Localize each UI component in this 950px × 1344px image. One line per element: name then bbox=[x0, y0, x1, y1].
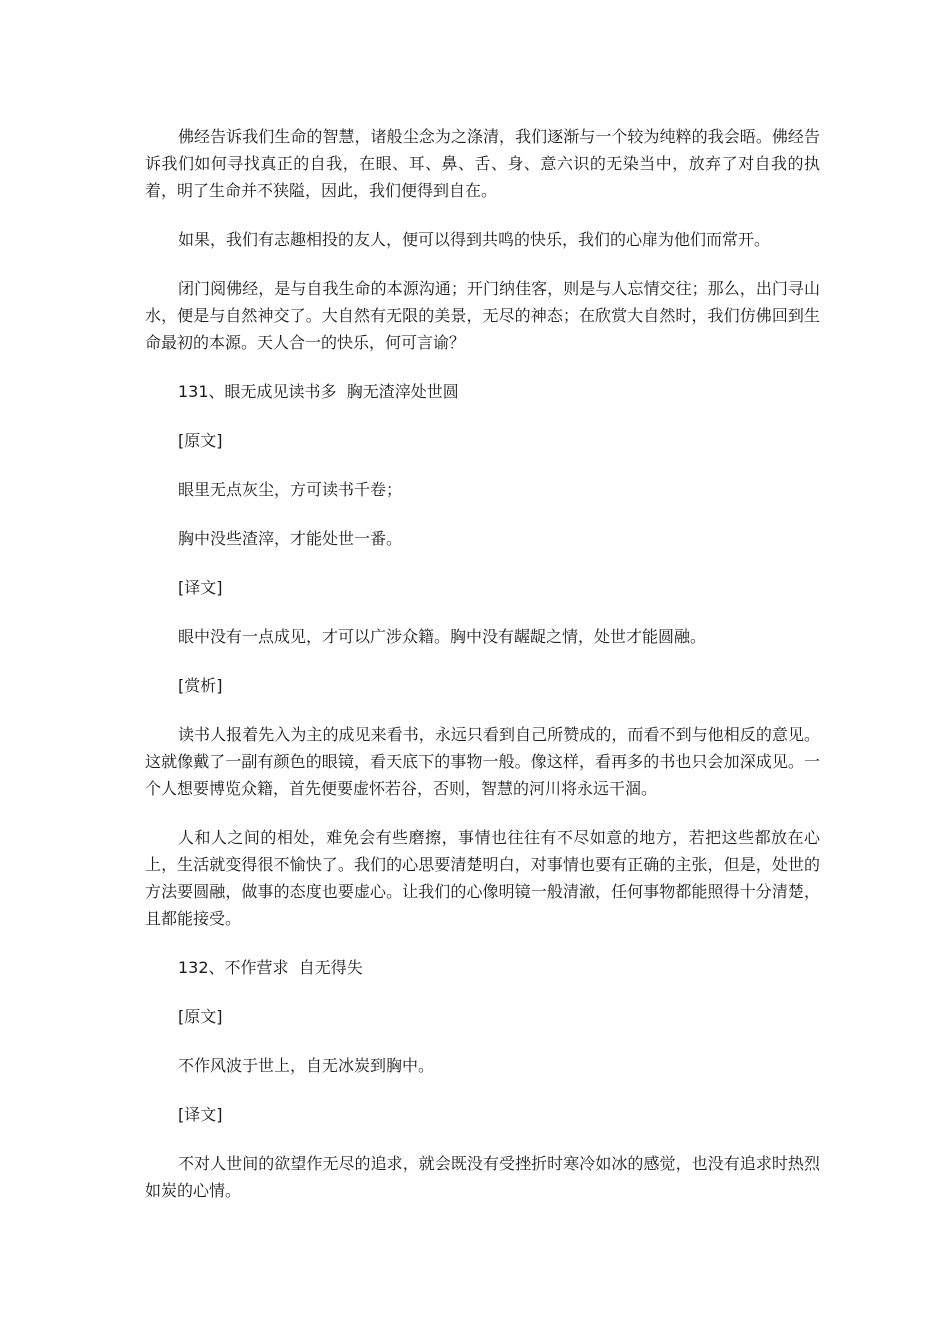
label-translation: [译文] bbox=[178, 1105, 223, 1124]
label-original-text: [原文] bbox=[178, 1007, 223, 1026]
section-heading-131: 131、眼无成见读书多 胸无渣滓处世圆 bbox=[178, 382, 459, 401]
label-original-text: [原文] bbox=[178, 431, 223, 450]
appreciation-paragraph: 人和人之间的相处，难免会有些磨擦，事情也往往有不尽如意的地方，若把这些都放在心上，生活就变得很不愉快了。我们的心思要清楚明白，对事情也要有正确的主张，但是，处世的方法要圆融，做事的态度也要虚心。让我们的心像明镜一般清澈，任何事物都能照得十分清楚，且都能接受。 bbox=[145, 828, 820, 928]
translation-text: 眼中没有一点成见，才可以广涉众籍。胸中没有龌龊之情，处世才能圆融。 bbox=[178, 627, 707, 646]
paragraph: 闭门阅佛经，是与自我生命的本源沟通；开门纳佳客，则是与人忘情交往；那么，出门寻山水，便是与自然神交了。大自然有无限的美景，无尽的神态；在欣赏大自然时，我们仿佛回到生命最初的本源。天人合一的快乐，何可言谕？ bbox=[145, 279, 820, 352]
paragraph: 如果，我们有志趣相投的友人，便可以得到共鸣的快乐，我们的心扉为他们而常开。 bbox=[178, 230, 771, 249]
appreciation-paragraph: 读书人报着先入为主的成见来看书，永远只看到自己所赞成的，而看不到与他相反的意见。这就像戴了一副有颜色的眼镜，看天底下的事物一般。像这样，看再多的书也只会加深成见。一个人想要博览众籍，首先便要虚怀若谷，否则，智慧的河川将永远干涸。 bbox=[145, 725, 820, 798]
original-line: 胸中没些渣滓，才能处世一番。 bbox=[178, 529, 403, 548]
document-body bbox=[145, 123, 820, 1226]
label-appreciation: [赏析] bbox=[178, 676, 223, 695]
section-heading-132: 132、不作营求 自无得失 bbox=[178, 958, 363, 977]
original-line: 不作风波于世上，自无冰炭到胸中。 bbox=[178, 1056, 435, 1075]
translation-text: 不对人世间的欲望作无尽的追求，就会既没有受挫折时寒冷如冰的感觉，也没有追求时热烈如炭的心情。 bbox=[145, 1154, 820, 1200]
original-line: 眼里无点灰尘，方可读书千卷； bbox=[178, 480, 403, 499]
label-translation: [译文] bbox=[178, 578, 223, 597]
paragraph: 佛经告诉我们生命的智慧，诸般尘念为之涤清，我们逐渐与一个较为纯粹的我会晤。佛经告诉我们如何寻找真正的自我，在眼、耳、鼻、舌、身、意六识的无染当中，放弃了对自我的执着，明了生命并不狭隘，因此，我们便得到自在。 bbox=[145, 127, 820, 200]
